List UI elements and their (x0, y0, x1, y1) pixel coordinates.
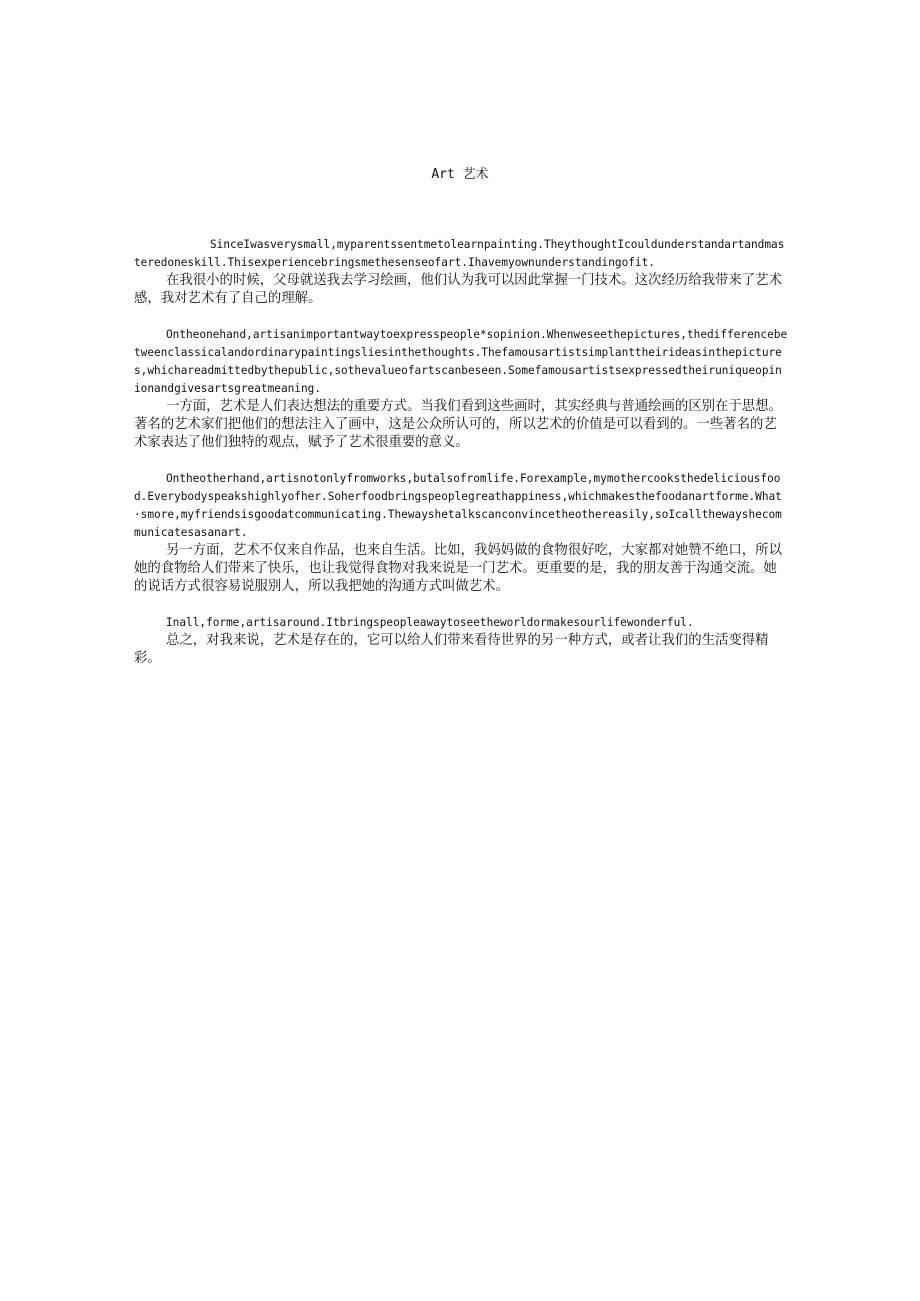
paragraph-english: SinceIwasverysmall,myparentssentmetolearnpainting.TheythoughtIcouldunderstandartandmasteredoneskill.Thisexperiencebringsmethesenseofart.Ihavemyownunderstandingofit. (134, 238, 785, 269)
paragraph-chinese: 一方面，艺术是人们表达想法的重要方式。当我们看到这些画时，其实经典与普通绘画的区别在于思想。著名的艺术家们把他们的想法注入了画中，这是公众所认可的，所以艺术的价值是可以看到的。一些著名的艺术家表达了他们独特的观点，赋予了艺术很重要的意义。 (134, 399, 782, 450)
paragraph-4 (134, 614, 788, 668)
paragraph-chinese: 另一方面，艺术不仅来自作品，也来自生活。比如，我妈妈做的食物很好吃，大家都对她赞不绝口，所以她的食物给人们带来了快乐，也让我觉得食物对我来说是一门艺术。更重要的是，我的朋友善于沟通交流。她的说话方式很容易说服别人，所以我把她的沟通方式叫做艺术。 (134, 543, 782, 594)
paragraph-chinese: 总之，对我来说，艺术是存在的，它可以给人们带来看待世界的另一种方式，或者让我们的生活变得精彩。 (134, 633, 769, 666)
document-title: Art 艺术 (431, 167, 489, 182)
paragraph-1 (134, 236, 788, 308)
paragraph-3 (134, 470, 788, 596)
paragraph-english: Ontheonehand,artisanimportantwaytoexpresspeople*sopinion.Whenweseethepictures,thedifferencebetweenclassicalandordinarypaintingsliesinthethoughts.Thefamousartistsimplanttheirideasinthepictures,whichareadmittedbythepublic,sothevalueofartscanbeseen.Somefamousartistsexpressedtheiruniqueopinionandgivesartsgreatmeaning. (134, 328, 788, 395)
paragraph-english: Inall,forme,artisaround.Itbringspeopleawaytoseetheworldormakesourlifewonderful. (166, 616, 694, 629)
document-body (134, 236, 788, 686)
paragraph-english: Ontheotherhand,artisnotonlyfromworks,butalsofromlife.Forexample,mymothercooksthedeliciousfood.Everybodyspeakshighlyofher.Soherfoodbringspeoplegreathappiness,whichmakesthefoodanartforme.What·smore,myfriendsisgoodatcommunicating.Thewayshetalkscanconvincetheothereasily,soIcallthewayshecommunicatesasanart. (134, 472, 782, 539)
paragraph-2 (134, 326, 788, 452)
paragraph-chinese: 在我很小的时候，父母就送我去学习绘画，他们认为我可以因此掌握一门技术。这次经历给我带来了艺术感，我对艺术有了自己的理解。 (134, 273, 782, 306)
